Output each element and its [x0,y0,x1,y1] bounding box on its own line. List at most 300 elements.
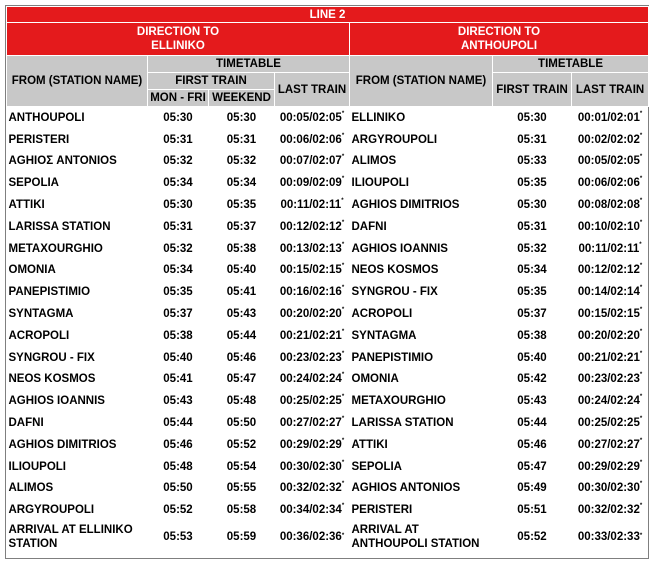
left-first-monfri-text: 05:48 [163,460,193,473]
right-last-train-text: 00:14/02:14 [577,286,640,299]
table-row [7,107,649,129]
right-last-train-text: 00:11/02:11 [578,242,640,255]
right-last-train-text: 00:24/02:24 [577,395,640,408]
left-first-weekend-text: 05:46 [226,351,257,364]
right-first-train [493,456,572,478]
last-train-header-left: LAST TRAIN [275,73,350,107]
left-first-weekend-text: 05:31 [226,133,257,146]
right-last-train-text: 00:02/02:02 [577,133,640,146]
left-station-name-text: PERISTERI [8,133,70,146]
left-first-weekend-text: 05:48 [226,395,257,408]
right-first-train-text: 05:35 [517,177,547,190]
right-first-train [493,347,572,369]
line2-timetable [6,6,649,553]
left-last-train [275,172,350,194]
left-first-monfri [148,238,209,260]
night-service-marker: * [639,198,643,205]
left-station-name [7,412,148,434]
left-first-monfri [148,434,209,456]
right-last-train [572,107,649,129]
right-last-train [572,216,649,238]
right-first-train [493,478,572,500]
left-station-name-text: SEPOLIA [8,177,59,190]
left-first-monfri [148,216,209,238]
left-first-weekend-text: 05:40 [226,264,257,277]
left-station-name [7,281,148,303]
right-first-train [493,325,572,347]
right-first-train-text: 05:46 [517,438,547,451]
night-service-marker: * [639,533,643,540]
left-last-train-text: 00:21/02:21 [279,329,342,342]
left-station-name [7,369,148,391]
right-station-name-text: ARRIVAL AT ANTHOUPOLI STATION [351,524,480,551]
right-station-name [350,151,493,173]
night-service-marker: * [639,350,643,357]
night-service-marker: * [341,437,345,444]
left-last-train [275,390,350,412]
left-first-weekend [209,216,275,238]
left-first-weekend [209,456,275,478]
left-first-monfri-text: 05:41 [163,373,193,386]
right-first-train [493,172,572,194]
first-train-header-left: FIRST TRAIN [148,73,275,90]
table-row [7,521,649,553]
left-station-name [7,456,148,478]
left-first-weekend-text: 05:54 [226,460,257,473]
right-last-train [572,325,649,347]
right-last-train-text: 00:12/02:12 [577,264,640,277]
right-station-name [350,238,493,260]
left-first-weekend [209,390,275,412]
right-station-name [350,281,493,303]
right-station-name [350,499,493,521]
right-station-name-text: ALIMOS [351,155,397,168]
right-station-name-text: PERISTERI [351,504,413,517]
right-last-train-text: 00:32/02:32 [577,504,640,517]
left-first-monfri-text: 05:31 [163,133,193,146]
right-first-train [493,303,572,325]
table-row [7,281,649,303]
left-first-weekend [209,347,275,369]
right-last-train-text: 00:25/02:25 [577,417,640,430]
direction-left-line1: DIRECTION TO [136,26,220,38]
right-station-name [350,303,493,325]
left-station-name-text: ANTHOUPOLI [8,111,85,124]
left-first-weekend-text: 05:59 [226,531,257,544]
right-station-name-text: SEPOLIA [351,460,402,473]
left-last-train [275,521,350,553]
right-last-train-text: 00:20/02:20 [577,329,640,342]
night-service-marker: * [341,176,345,183]
left-station-name [7,172,148,194]
left-station-name [7,216,148,238]
right-first-train [493,521,572,553]
night-service-marker: * [341,219,345,226]
left-first-monfri-text: 05:40 [163,351,193,364]
from-station-header-right: FROM (STATION NAME) [350,56,493,107]
right-last-train-text: 00:10/02:10 [577,220,640,233]
left-first-weekend-text: 05:43 [226,308,257,321]
left-station-name [7,434,148,456]
left-station-name [7,347,148,369]
table-row [7,194,649,216]
left-last-train-text: 00:23/02:23 [279,351,342,364]
right-last-train [572,390,649,412]
night-service-marker: * [341,263,345,270]
left-last-train-text: 00:30/02:30 [279,460,342,473]
left-last-train [275,456,350,478]
right-station-name [350,129,493,151]
night-service-marker: * [639,437,643,444]
right-station-name [350,172,493,194]
left-first-monfri-text: 05:34 [163,177,193,190]
direction-left-line2: ELLINIKO [151,40,205,52]
table-row [7,347,649,369]
left-last-train-text: 00:13/02:13 [279,242,342,255]
left-first-monfri [148,172,209,194]
left-last-train-text: 00:27/02:27 [279,417,342,430]
left-first-monfri-text: 05:52 [163,504,193,517]
left-station-name-text: LARISSA STATION [8,220,111,233]
night-service-marker: * [341,533,345,540]
left-station-name-text: METAXOURGHIO [8,242,103,255]
night-service-marker: * [639,481,643,488]
left-station-name [7,325,148,347]
table-row [7,434,649,456]
timetable-panel [5,5,649,559]
right-last-train [572,521,649,553]
right-first-train [493,238,572,260]
table-row [7,172,649,194]
left-last-train-text: 00:11/02:11 [280,199,342,212]
right-first-train-text: 05:47 [517,460,547,473]
line-title: LINE 2 [7,7,649,23]
last-train-header-right: LAST TRAIN [572,73,649,107]
right-first-train [493,194,572,216]
right-station-name [350,434,493,456]
night-service-marker: * [639,154,643,161]
left-station-name [7,107,148,129]
left-last-train [275,369,350,391]
left-first-monfri-text: 05:30 [163,199,193,212]
left-last-train-text: 00:09/02:09 [279,177,342,190]
right-last-train [572,499,649,521]
left-first-weekend-text: 05:47 [226,373,257,386]
right-station-name-text: AGHIOS IOANNIS [351,242,448,255]
left-last-train [275,325,350,347]
night-service-marker: * [341,350,345,357]
right-first-train [493,260,572,282]
left-first-weekend [209,325,275,347]
night-service-marker: * [341,481,345,488]
right-station-name [350,260,493,282]
night-service-marker: * [639,372,643,379]
left-first-weekend [209,499,275,521]
left-station-name [7,238,148,260]
right-first-train-text: 05:34 [517,264,547,277]
left-station-name [7,499,148,521]
left-first-monfri [148,478,209,500]
right-station-name [350,369,493,391]
left-first-weekend [209,129,275,151]
left-station-name-text: ACROPOLI [8,329,70,342]
weekend-header: WEEKEND [209,90,275,107]
left-last-train [275,216,350,238]
left-station-name-text: ARRIVAL AT ELLINIKO STATION [8,524,133,551]
timetable-header-right: TIMETABLE [493,56,649,73]
left-first-weekend-text: 05:52 [226,438,257,451]
right-station-name-text: METAXOURGHIO [351,395,446,408]
right-first-train [493,434,572,456]
left-first-monfri [148,129,209,151]
right-last-train-text: 00:30/02:30 [577,482,640,495]
left-last-train [275,303,350,325]
left-first-weekend [209,478,275,500]
left-first-monfri [148,107,209,129]
right-last-train-text: 00:29/02:29 [577,460,640,473]
right-station-name-text: OMONIA [351,373,399,386]
right-first-train-text: 05:49 [517,482,547,495]
left-last-train-text: 00:25/02:25 [279,395,342,408]
right-first-train [493,151,572,173]
left-first-monfri-text: 05:30 [163,111,193,124]
left-first-monfri [148,521,209,553]
left-first-monfri-text: 05:31 [163,220,193,233]
right-station-name [350,216,493,238]
left-first-weekend-text: 05:55 [226,482,257,495]
left-last-train-text: 00:29/02:29 [279,438,342,451]
table-row [7,499,649,521]
right-first-train-text: 05:33 [517,155,547,168]
left-first-monfri-text: 05:43 [163,395,193,408]
left-first-weekend-text: 05:30 [226,111,257,124]
left-first-weekend [209,281,275,303]
left-first-weekend [209,260,275,282]
left-last-train [275,478,350,500]
left-station-name [7,151,148,173]
night-service-marker: * [639,307,643,314]
left-station-name-text: SYNTAGMA [8,308,74,321]
left-first-monfri [148,303,209,325]
left-station-name-text: PANEPISTIMIO [8,286,91,299]
right-first-train [493,390,572,412]
right-first-train [493,281,572,303]
left-last-train-text: 00:05/02:05 [279,111,342,124]
right-first-train-text: 05:31 [517,220,547,233]
left-last-train-text: 00:34/02:34 [279,504,342,517]
right-station-name-text: SYNGROU - FIX [351,286,438,299]
left-last-train-text: 00:36/02:36 [279,531,342,544]
left-first-monfri-text: 05:34 [163,264,193,277]
left-station-name-text: SYNGROU - FIX [8,351,95,364]
left-station-name-text: ALIMOS [8,482,54,495]
night-service-marker: * [639,219,643,226]
right-last-train-text: 00:05/02:05 [577,155,640,168]
right-last-train-text: 00:21/02:21 [577,351,640,364]
table-row [7,260,649,282]
table-row [7,456,649,478]
left-first-weekend-text: 05:50 [226,417,257,430]
right-last-train-text: 00:33/02:33 [577,531,640,544]
left-last-train-text: 00:07/02:07 [279,155,342,168]
mon-fri-header: MON - FRI [148,90,209,107]
left-first-monfri-text: 05:53 [163,531,193,544]
night-service-marker: * [341,459,345,466]
right-station-name [350,478,493,500]
right-station-name-text: AGHIOS DIMITRIOS [351,199,460,212]
right-first-train-text: 05:31 [517,133,547,146]
left-first-weekend-text: 05:34 [226,177,257,190]
right-last-train [572,412,649,434]
right-station-name-text: SYNTAGMA [351,329,417,342]
right-last-train-text: 00:08/02:08 [577,199,640,212]
left-first-monfri [148,347,209,369]
direction-right-line1: DIRECTION TO [457,26,541,38]
right-station-name-text: ACROPOLI [351,308,413,321]
night-service-marker: * [341,285,345,292]
left-station-name-text: ILIOUPOLI [8,460,66,473]
right-last-train-text: 00:23/02:23 [577,373,640,386]
night-service-marker: * [639,241,642,248]
left-first-weekend-text: 05:37 [226,220,257,233]
table-row [7,478,649,500]
right-station-name [350,412,493,434]
right-last-train [572,194,649,216]
night-service-marker: * [639,176,643,183]
timetable-body [7,107,649,554]
right-first-train-text: 05:51 [517,504,547,517]
left-station-name-text: ATTIKI [8,199,45,212]
left-first-weekend [209,107,275,129]
night-service-marker: * [341,241,345,248]
left-last-train-text: 00:06/02:06 [279,133,342,146]
right-last-train [572,260,649,282]
left-first-weekend [209,369,275,391]
right-last-train [572,151,649,173]
left-last-train [275,194,350,216]
right-last-train [572,281,649,303]
left-last-train [275,238,350,260]
table-row [7,216,649,238]
right-station-name-text: ELLINIKO [351,111,406,124]
left-last-train-text: 00:16/02:16 [279,286,342,299]
night-service-marker: * [639,503,643,510]
left-first-weekend-text: 05:35 [226,199,257,212]
left-first-monfri [148,194,209,216]
right-first-train-text: 05:35 [517,286,547,299]
left-last-train-text: 00:12/02:12 [279,220,342,233]
night-service-marker: * [341,307,345,314]
right-station-name [350,390,493,412]
left-first-monfri-text: 05:37 [163,308,193,321]
left-last-train-text: 00:20/02:20 [279,308,342,321]
direction-anthoupoli-header [350,23,649,56]
left-last-train [275,281,350,303]
right-first-train [493,216,572,238]
right-last-train [572,434,649,456]
right-station-name-text: NEOS KOSMOS [351,264,439,277]
left-first-weekend [209,151,275,173]
night-service-marker: * [341,110,345,117]
night-service-marker: * [341,416,345,423]
right-station-name-text: AGHIOS ANTONIOS [351,482,461,495]
left-last-train [275,412,350,434]
left-first-weekend-text: 05:32 [226,155,257,168]
left-first-weekend-text: 05:41 [226,286,257,299]
right-first-train-text: 05:32 [517,242,547,255]
left-first-weekend [209,434,275,456]
left-first-weekend-text: 05:44 [226,329,257,342]
right-station-name-text: ATTIKI [351,438,388,451]
table-row [7,325,649,347]
left-station-name-text: ARGYROUPOLI [8,504,95,517]
right-first-train-text: 05:37 [517,308,547,321]
right-last-train [572,478,649,500]
night-service-marker: * [341,198,344,205]
right-station-name [350,456,493,478]
right-station-name-text: LARISSA STATION [351,417,454,430]
left-last-train-text: 00:32/02:32 [279,482,342,495]
from-station-header-left: FROM (STATION NAME) [7,56,148,107]
table-row [7,412,649,434]
left-first-monfri [148,456,209,478]
right-first-train [493,412,572,434]
right-first-train-text: 05:30 [517,199,547,212]
direction-right-line2: ANTHOUPOLI [461,40,538,52]
left-first-monfri [148,499,209,521]
right-station-name-text: ILIOUPOLI [351,177,409,190]
right-last-train-text: 00:06/02:06 [577,177,640,190]
left-first-monfri [148,390,209,412]
right-station-name-text: PANEPISTIMIO [351,351,434,364]
right-station-name [350,347,493,369]
left-first-monfri-text: 05:50 [163,482,193,495]
left-first-monfri-text: 05:46 [163,438,193,451]
left-station-name [7,129,148,151]
first-train-header-right: FIRST TRAIN [493,73,572,107]
right-first-train-text: 05:30 [517,111,547,124]
right-first-train [493,107,572,129]
night-service-marker: * [341,132,345,139]
left-first-weekend [209,303,275,325]
left-first-monfri-text: 05:32 [163,242,193,255]
night-service-marker: * [639,394,643,401]
night-service-marker: * [639,285,643,292]
table-row [7,129,649,151]
left-first-monfri-text: 05:44 [163,417,193,430]
right-last-train-text: 00:27/02:27 [577,438,640,451]
left-first-monfri-text: 05:38 [163,329,193,342]
left-station-name [7,478,148,500]
right-first-train-text: 05:43 [517,395,547,408]
right-station-name-text: ARGYROUPOLI [351,133,438,146]
left-first-monfri [148,412,209,434]
right-last-train [572,347,649,369]
right-station-name [350,325,493,347]
right-station-name-text: DAFNI [351,220,387,233]
left-first-weekend [209,194,275,216]
table-row [7,390,649,412]
left-station-name-text: OMONIA [8,264,56,277]
right-station-name [350,521,493,553]
left-first-weekend [209,172,275,194]
left-first-monfri-text: 05:32 [163,155,193,168]
left-last-train [275,434,350,456]
right-first-train-text: 05:40 [517,351,547,364]
left-station-name-text: AGHIOΣ ANTONIOS [8,155,117,168]
night-service-marker: * [639,328,643,335]
left-last-train-text: 00:24/02:24 [279,373,342,386]
